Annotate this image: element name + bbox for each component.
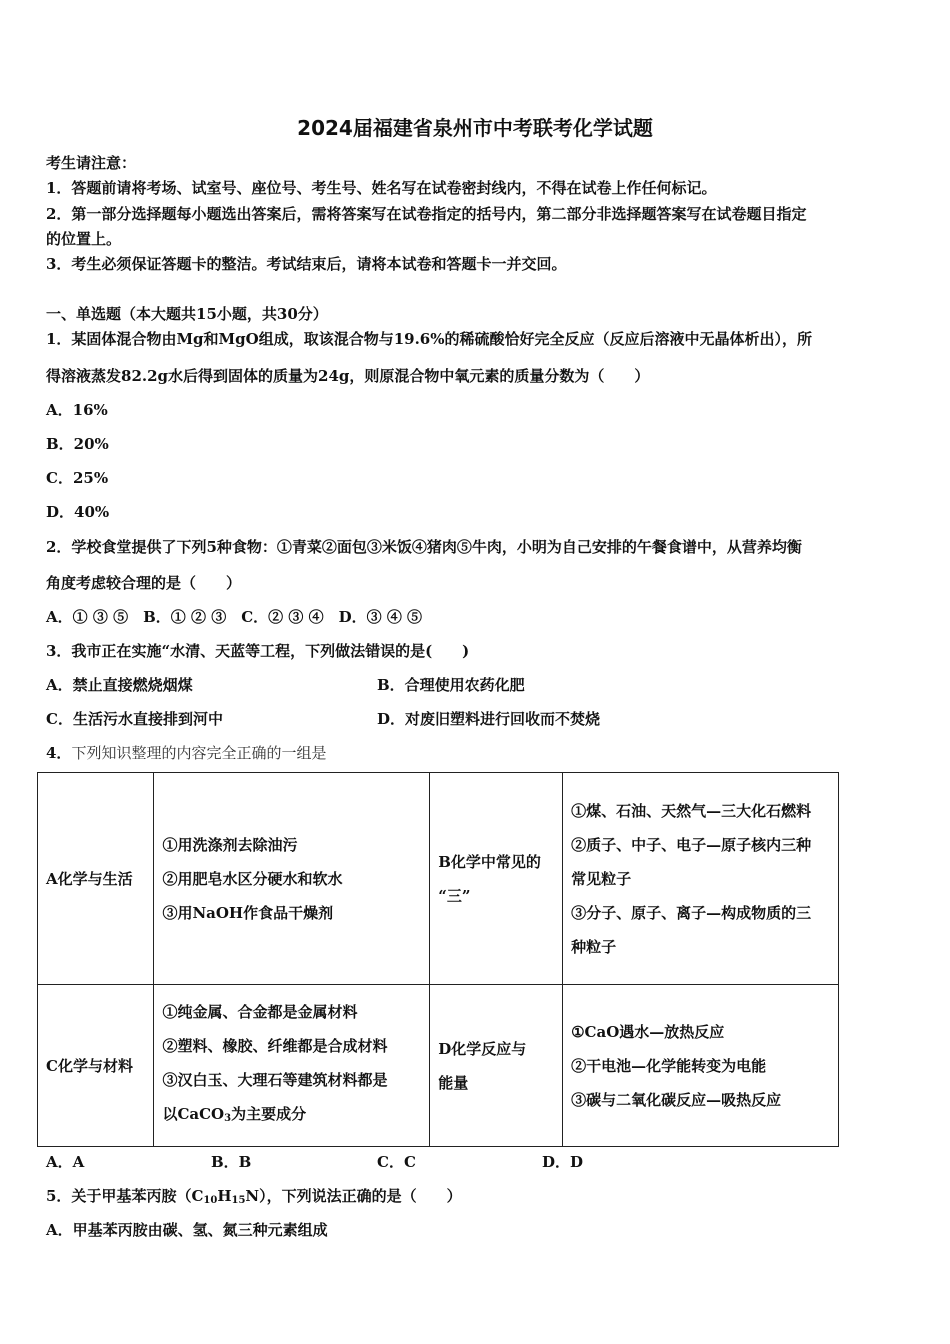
table-content-a: ①用洗涤剂去除油污 ②用肥皂水区分硬水和软水 ③用NaOH作食品干燥剂: [154, 773, 430, 985]
notice-item: 3．考生必须保证答题卡的整洁。考试结束后，请将本试卷和答题卡一并交回。: [46, 255, 567, 273]
question-4-stem: [46, 742, 326, 763]
question-1-option-d: D．40%: [46, 503, 110, 521]
question-4-option-d: D．D: [542, 1153, 584, 1171]
table-label-a: A化学与生活: [38, 773, 154, 985]
question-3-option-b: B．合理使用农药化肥: [377, 676, 525, 694]
question-number: 4．: [46, 744, 72, 762]
question-1-option-c: C．25%: [46, 469, 109, 487]
question-1-stem: 1．某固体混合物由Mg和MgO组成，取该混合物与19.6%的稀硫酸恰好完全反应（反应后溶液中无晶体析出），所: [46, 330, 812, 348]
question-3-stem: 3．我市正在实施“水清、天蓝等工程，下列做法错误的是( ): [46, 642, 470, 660]
notice-heading: 考生请注意：: [46, 154, 137, 172]
table-content-b: ①煤、石油、天然气—三大化石燃料 ②质子、中子、电子—原子核内三种 常见粒子 ③分子、原子、离子—构成物质的三 种粒子: [563, 773, 839, 985]
question-2-stem-cont: 角度考虑较合理的是（ ）: [46, 574, 242, 592]
notice-item: 的位置上。: [46, 230, 122, 248]
question-4-option-a: A．A: [46, 1153, 85, 1171]
question-5-stem: 5．关于甲基苯丙胺$(C_{10}H_{15}N)$，下列说法正确的是（ ）: [46, 1187, 462, 1206]
knowledge-table: [37, 772, 839, 1147]
question-1-option-a: A．16%: [46, 401, 108, 419]
table-label-c: C化学与材料: [38, 985, 154, 1147]
table-content-d: ①CaO遇水—放热反应 ②干电池—化学能转变为电能 ③碳与二氧化碳反应—吸热反应: [563, 985, 839, 1147]
question-2-options: A．① ③ ⑤ B．① ② ③ C．② ③ ④ D．③ ④ ⑤: [46, 608, 423, 626]
table-label-b: B化学中常见的 “三”: [430, 773, 563, 985]
notice-item: 1．答题前请将考场、试室号、座位号、考生号、姓名写在试卷密封线内，不得在试卷上作任何标记。: [46, 179, 717, 197]
table-label-d: D化学反应与 能量: [430, 985, 563, 1147]
question-5-option-a: A．甲基苯丙胺由碳、氢、氮三种元素组成: [46, 1221, 328, 1239]
question-2-stem: 2．学校食堂提供了下列5种食物：①青菜②面包③米饭④猪肉⑤牛肉，小明为自己安排的午餐食谱中，从营养均衡: [46, 538, 802, 556]
question-1-option-b: B．20%: [46, 435, 109, 453]
question-3-option-c: C．生活污水直接排到河中: [46, 710, 223, 728]
question-4-option-c: C．C: [377, 1153, 416, 1171]
question-3-option-d: D．对废旧塑料进行回收而不焚烧: [377, 710, 601, 728]
question-4-option-b: B．B: [211, 1153, 252, 1171]
section-heading: 一、单选题（本大题共15小题，共30分）: [46, 305, 328, 323]
table-content-c: ①纯金属、合金都是金属材料 ②塑料、橡胶、纤维都是合成材料 ③汉白玉、大理石等建筑材料都是 以CaCO$_3$为主要成分: [154, 985, 430, 1147]
page-title: 2024届福建省泉州市中考联考化学试题: [297, 116, 653, 140]
question-4-text: 下列知识整理的内容完全正确的一组是: [71, 744, 327, 762]
question-3-option-a: A．禁止直接燃烧烟煤: [46, 676, 193, 694]
notice-item: 2．第一部分选择题每小题选出答案后，需将答案写在试卷指定的括号内，第二部分非选择题答案写在试卷题目指定: [46, 205, 807, 223]
question-1-stem-cont: 得溶液蒸发82.2g水后得到固体的质量为24g，则原混合物中氧元素的质量分数为（ ）: [46, 367, 650, 385]
